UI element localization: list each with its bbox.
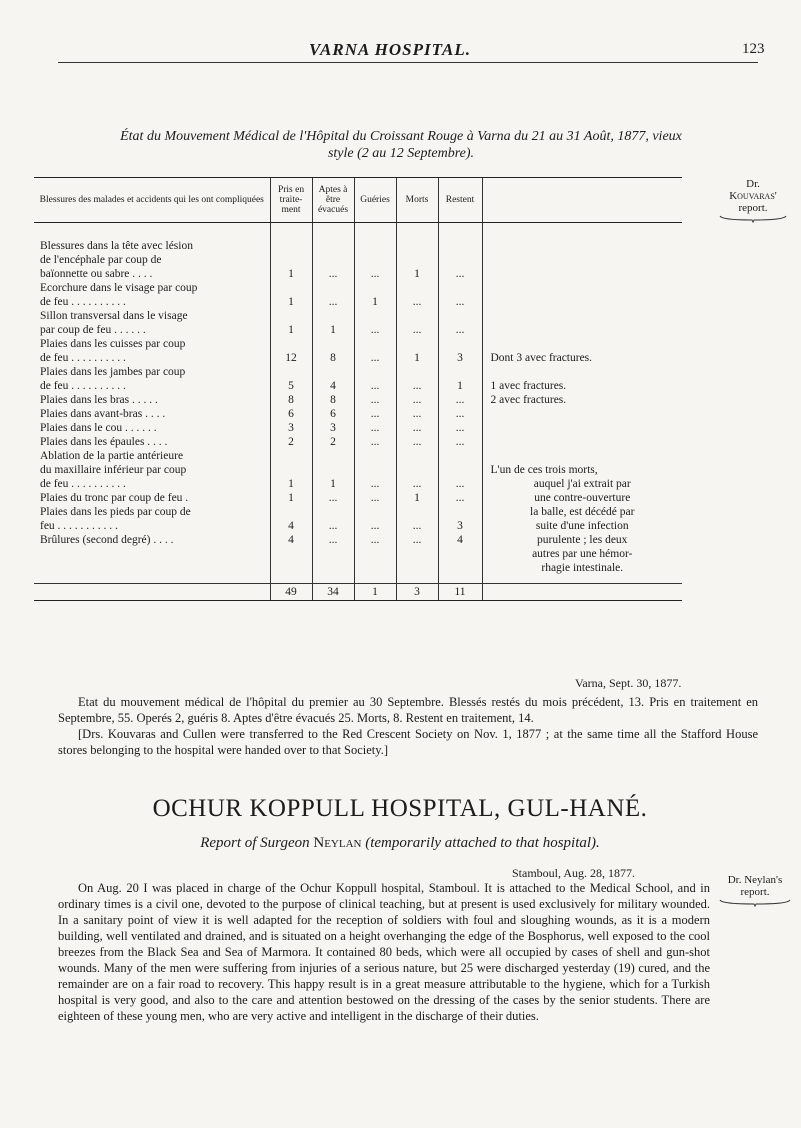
remark-line	[483, 267, 683, 281]
morts-cell: ...	[412, 296, 422, 308]
remark-line	[483, 239, 683, 253]
label-line: du maxillaire inférieur par coup	[40, 464, 187, 476]
restent-cell: ...	[455, 408, 465, 420]
remark-line: une contre-ouverture	[534, 492, 631, 504]
total-pris: 49	[270, 584, 312, 601]
pris-cell	[271, 505, 312, 519]
gueries-cell: ...	[370, 492, 380, 504]
morts-cell: ...	[412, 478, 422, 490]
gueries-cell	[355, 239, 396, 253]
pris-cell: 1	[288, 324, 294, 336]
header-gueries: Guéries	[354, 178, 396, 223]
gueries-cell: ...	[370, 324, 380, 336]
restent-cell: 4	[457, 534, 463, 546]
aptes-cell	[313, 449, 354, 463]
aptes-cell: ...	[328, 534, 338, 546]
restent-cell: ...	[455, 436, 465, 448]
restent-cell	[439, 309, 482, 323]
total-label-cell	[34, 584, 270, 601]
morts-cell	[397, 337, 438, 351]
aptes-cell: 8	[330, 394, 336, 406]
aptes-cell: 1	[330, 324, 336, 336]
table-header-row	[34, 178, 682, 223]
remark-line	[483, 421, 683, 435]
aptes-cell: ...	[328, 296, 338, 308]
restent-cell	[439, 365, 482, 379]
morts-cell: 1	[414, 492, 420, 504]
etat-text: Etat du mouvement médical de l'hôpital du premier au 30 Septembre. Blessés restés du mois précédent, 13. Pris en traitement en Septembre, 55. Operés 2, guéris 8. Aptes d'être évacués 25. Morts, 8. Restent en traitement, 14.	[58, 695, 758, 725]
gueries-cell: 1	[372, 296, 378, 308]
label-line: de feu . . . . . . . . . .	[40, 296, 126, 308]
remark-line	[483, 365, 683, 379]
header-label: Blessures des malades et accidents qui les ont compliquées	[34, 178, 270, 223]
restent-cell: 3	[457, 352, 463, 364]
section-subtitle	[60, 835, 740, 852]
table-body-row	[34, 223, 682, 584]
report-body-text: On Aug. 20 I was placed in charge of the Ochur Koppull hospital, Stamboul. It is attached to the Medical School, and in ordinary times is a civil one, devoted to the purpose of clinical teaching, but at present is used exclusively for military wounded. In a sanitary point of view it is well adapted for the reception of soldiers with foul and sloughing wounds, as it is a modern building, well ventilated and drained, and is situated on a height overhanging the edge of the Bosphorus, well exposed to the cool breezes from the Black Sea and Sea of Marmora. It contained 80 beds, which were all occupied by cases of shell and gun-shot wounds. Many of the men were suffering from injuries of a serious nature, but 25 were discharged yesterday (19) cured, and the remainder are on a fair road to recovery. This happy result is in a great measure attributable to the hygiene, which for a Turkish hospital is very good, and also to the care and attention bestowed on the dressing of the cases by the senior students. There are eighteen of these young men, who are very active and intelligent in the discharge of their duties.	[58, 881, 710, 1023]
margin-note-neylan	[713, 874, 797, 907]
morts-cell: ...	[412, 324, 422, 336]
aptes-cell: 6	[330, 408, 336, 420]
total-restent: 11	[438, 584, 482, 601]
label-line: de feu . . . . . . . . . .	[40, 478, 126, 490]
margin-brace-icon	[718, 899, 792, 907]
remark-line	[483, 435, 683, 449]
report-body	[58, 880, 710, 1024]
morts-cell	[397, 309, 438, 323]
header-pris: Pris en traite-ment	[270, 178, 312, 223]
transfer-text: [Drs. Kouvaras and Cullen were transferred to the Red Crescent Society on Nov. 1, 1877 ; at the same time all the Stafford House stores belonging to the hospital were handed over to that Society.]	[58, 727, 758, 757]
header-remarks	[482, 178, 682, 223]
remark-line: L'un de ces trois morts,	[490, 464, 598, 476]
aptes-cell	[313, 309, 354, 323]
restent-cell: ...	[455, 296, 465, 308]
subtitle-prefix: Report of Surgeon	[200, 835, 310, 851]
pris-cell: 6	[288, 408, 294, 420]
gueries-cell: ...	[370, 534, 380, 546]
letter-place-date: Varna, Sept. 30, 1877.	[575, 676, 682, 690]
morts-cell	[397, 463, 438, 477]
margin-note-line: Kouvaras'	[729, 190, 777, 202]
gueries-cell: ...	[370, 520, 380, 532]
table-caption-line-2: style (2 au 12 Septembre).	[327, 146, 475, 161]
pris-cell: 2	[288, 436, 294, 448]
morts-cell: ...	[412, 520, 422, 532]
aptes-cell: ...	[328, 268, 338, 280]
pris-cell: 8	[288, 394, 294, 406]
morts-cell: ...	[412, 534, 422, 546]
pris-cell	[271, 239, 312, 253]
gueries-cell: ...	[370, 408, 380, 420]
aptes-column	[312, 223, 354, 584]
restent-cell: ...	[455, 394, 465, 406]
gueries-cell	[355, 337, 396, 351]
restent-cell: ...	[455, 324, 465, 336]
pris-cell: 4	[288, 534, 294, 546]
gueries-cell	[355, 253, 396, 267]
aptes-cell	[313, 281, 354, 295]
morts-column	[396, 223, 438, 584]
margin-note-kouvaras	[713, 178, 793, 223]
header-aptes: Aptes à être évacués	[312, 178, 354, 223]
aptes-cell	[313, 239, 354, 253]
pris-cell	[271, 463, 312, 477]
remark-line: rhagie intestinale.	[541, 562, 624, 574]
remark-line	[483, 281, 683, 295]
label-line: Brûlures (second degré) . . . .	[40, 534, 174, 546]
pris-cell: 1	[288, 478, 294, 490]
aptes-cell: 2	[330, 436, 336, 448]
remark-line	[483, 309, 683, 323]
morts-cell	[397, 239, 438, 253]
pris-cell: 1	[288, 268, 294, 280]
restent-cell: 3	[457, 520, 463, 532]
morts-cell: ...	[412, 394, 422, 406]
morts-cell: ...	[412, 380, 422, 392]
morts-cell: ...	[412, 436, 422, 448]
gueries-cell: ...	[370, 422, 380, 434]
pris-cell: 5	[288, 380, 294, 392]
remark-line	[483, 449, 683, 463]
remark-line	[483, 407, 683, 421]
gueries-cell: ...	[370, 352, 380, 364]
restent-cell: ...	[455, 492, 465, 504]
restent-cell	[439, 463, 482, 477]
remark-line	[483, 295, 683, 309]
section-title-text: OCHUR KOPPULL HOSPITAL, GUL-HANÉ.	[152, 795, 648, 822]
label-line: Ablation de la partie antérieure	[40, 450, 184, 462]
gueries-cell	[355, 463, 396, 477]
aptes-cell: 4	[330, 380, 336, 392]
label-line: Plaies dans le cou . . . . . .	[40, 422, 157, 434]
morts-cell	[397, 505, 438, 519]
gueries-column	[354, 223, 396, 584]
gueries-cell	[355, 281, 396, 295]
etat-paragraph	[58, 694, 758, 758]
restent-cell	[439, 505, 482, 519]
remark-line: autres par une hémor-	[532, 548, 633, 560]
restent-cell	[439, 281, 482, 295]
morts-cell	[397, 253, 438, 267]
gueries-cell: ...	[370, 478, 380, 490]
gueries-cell	[355, 309, 396, 323]
label-line: feu . . . . . . . . . . .	[40, 520, 118, 532]
gueries-cell	[355, 449, 396, 463]
restent-cell: 1	[457, 380, 463, 392]
header-rule	[58, 62, 758, 63]
label-line: Sillon transversal dans le visage	[40, 310, 188, 322]
label-line: par coup de feu . . . . . .	[40, 324, 146, 336]
remark-line	[483, 337, 683, 351]
aptes-cell: 1	[330, 478, 336, 490]
pris-cell	[271, 309, 312, 323]
report-place-date: Stamboul, Aug. 28, 1877.	[512, 866, 636, 880]
aptes-cell	[313, 365, 354, 379]
pris-cell: 3	[288, 422, 294, 434]
remark-line	[483, 253, 683, 267]
pris-cell	[271, 365, 312, 379]
gueries-cell: ...	[370, 380, 380, 392]
remark-line: 2 avec fractures.	[490, 394, 567, 406]
restent-cell: ...	[455, 478, 465, 490]
aptes-cell	[313, 505, 354, 519]
pris-cell	[271, 449, 312, 463]
remark-line: Dont 3 avec fractures.	[490, 352, 593, 364]
movement-table	[34, 177, 682, 601]
label-line: Plaies dans les pieds par coup de	[40, 506, 191, 518]
aptes-cell	[313, 463, 354, 477]
margin-note-line: report.	[738, 202, 768, 214]
pris-cell	[271, 337, 312, 351]
header-morts: Morts	[396, 178, 438, 223]
morts-cell	[397, 365, 438, 379]
pris-cell	[271, 281, 312, 295]
pris-cell: 1	[288, 492, 294, 504]
remarks-column	[482, 223, 682, 584]
label-line: de l'encéphale par coup de	[40, 254, 162, 266]
total-aptes: 34	[312, 584, 354, 601]
gueries-cell: ...	[370, 268, 380, 280]
total-remarks-cell	[482, 584, 682, 601]
gueries-cell: ...	[370, 394, 380, 406]
margin-note-line: Dr. Neylan's	[727, 874, 783, 886]
morts-cell: ...	[412, 408, 422, 420]
pris-column	[270, 223, 312, 584]
morts-cell: 1	[414, 268, 420, 280]
morts-cell	[397, 449, 438, 463]
restent-column	[438, 223, 482, 584]
morts-cell: ...	[412, 422, 422, 434]
restent-cell	[439, 337, 482, 351]
gueries-cell: ...	[370, 436, 380, 448]
aptes-cell: ...	[328, 492, 338, 504]
label-line: Plaies dans les cuisses par coup	[40, 338, 186, 350]
gueries-cell	[355, 365, 396, 379]
table-caption	[96, 128, 706, 162]
restent-cell	[439, 239, 482, 253]
morts-cell: 1	[414, 352, 420, 364]
label-line: de feu . . . . . . . . . .	[40, 380, 126, 392]
subtitle-suffix: (temporarily attached to that hospital).	[365, 835, 600, 851]
label-line: baïonnette ou sabre . . . .	[40, 268, 153, 280]
header-restent: Restent	[438, 178, 482, 223]
total-morts: 3	[396, 584, 438, 601]
restent-cell	[439, 449, 482, 463]
remark-line: purulente ; les deux	[537, 534, 628, 546]
label-line: Plaies dans avant-bras . . . .	[40, 408, 166, 420]
surgeon-name: Neylan	[313, 835, 362, 851]
aptes-cell	[313, 337, 354, 351]
pris-cell: 4	[288, 520, 294, 532]
label-line: Plaies dans les jambes par coup	[40, 366, 186, 378]
margin-brace-icon	[718, 215, 788, 223]
aptes-cell: 3	[330, 422, 336, 434]
label-line: Blessures dans la tête avec lésion	[40, 240, 193, 252]
table-caption-line-1: État du Mouvement Médical de l'Hôpital du Croissant Rouge à Varna du 21 au 31 Août, 1877, vieux	[120, 129, 682, 144]
margin-note-line: Dr.	[746, 178, 760, 190]
remark-line: la balle, est décédé par	[530, 506, 635, 518]
pris-cell: 1	[288, 296, 294, 308]
restent-cell: ...	[455, 268, 465, 280]
label-line: de feu . . . . . . . . . .	[40, 352, 126, 364]
morts-cell	[397, 281, 438, 295]
pris-cell: 12	[285, 352, 297, 364]
remark-line: suite d'une infection	[535, 520, 629, 532]
aptes-cell: ...	[328, 520, 338, 532]
section-title	[40, 795, 760, 823]
aptes-cell	[313, 253, 354, 267]
remark-line: auquel j'ai extrait par	[533, 478, 631, 490]
totals-row	[34, 584, 682, 601]
label-line: Plaies dans les bras . . . . .	[40, 394, 158, 406]
label-line: Plaies dans les épaules . . . .	[40, 436, 168, 448]
restent-cell	[439, 253, 482, 267]
margin-note-line: report.	[740, 886, 770, 898]
running-head: VARNA HOSPITAL.	[308, 40, 472, 59]
gueries-cell	[355, 505, 396, 519]
page-number: 123	[742, 41, 765, 57]
pris-cell	[271, 253, 312, 267]
label-line: Ecorchure dans le visage par coup	[40, 282, 198, 294]
restent-cell: ...	[455, 422, 465, 434]
label-line: Plaies du tronc par coup de feu .	[40, 492, 189, 504]
aptes-cell: 8	[330, 352, 336, 364]
remark-line: 1 avec fractures.	[490, 380, 567, 392]
total-gueries: 1	[354, 584, 396, 601]
label-column	[34, 223, 270, 584]
remark-line	[483, 323, 683, 337]
